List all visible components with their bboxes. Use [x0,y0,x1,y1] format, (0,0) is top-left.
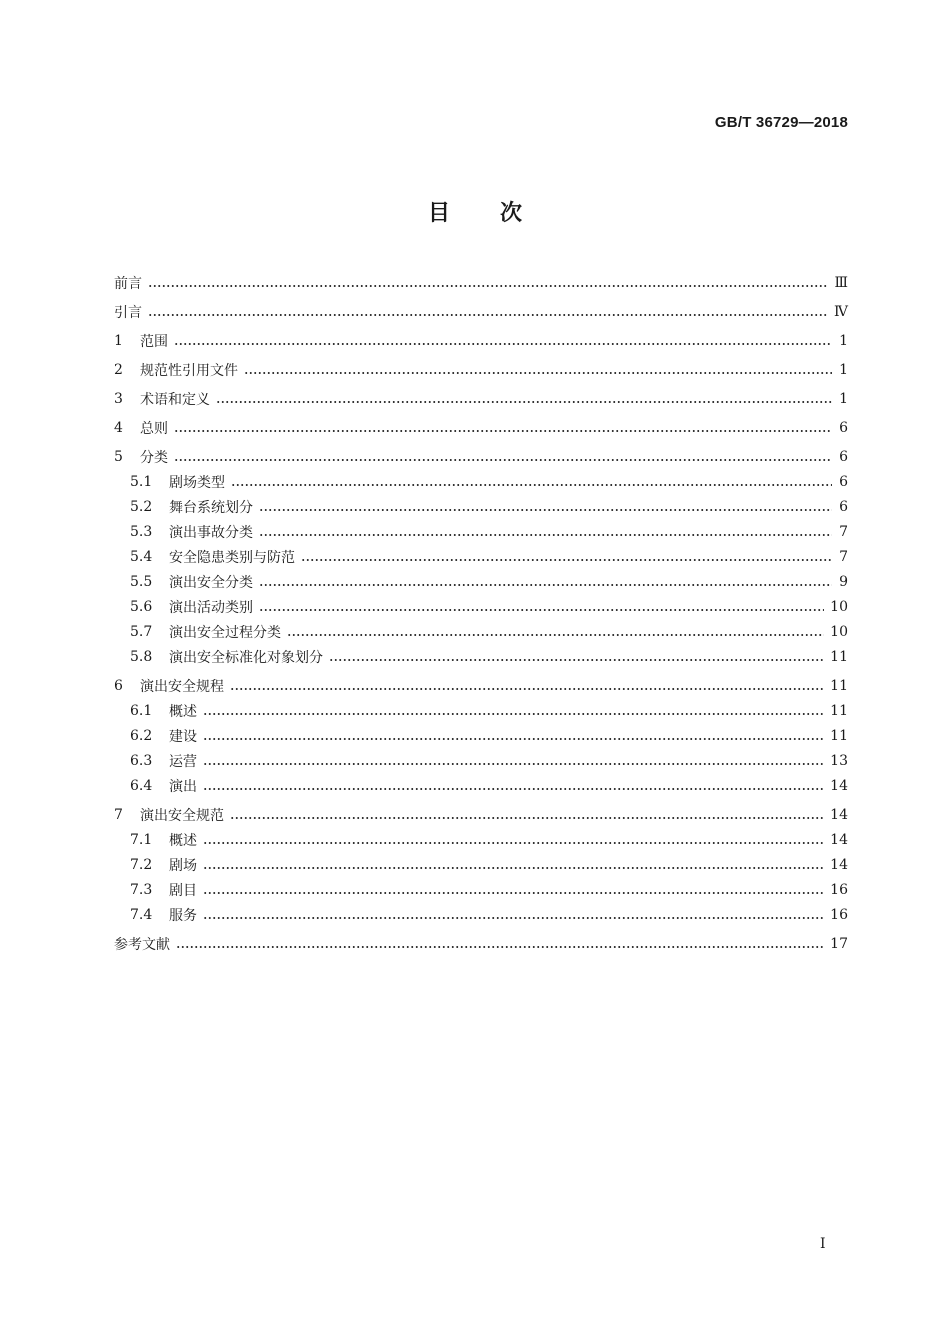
toc-leader-dots [176,937,824,951]
toc-entry[interactable] [114,673,848,699]
toc-leader-dots [301,550,832,564]
toc-entry[interactable] [114,299,848,325]
toc-entry-label: 运营 [169,754,197,770]
toc-entry-number: 4 [114,420,123,436]
toc-leader-dots [259,500,832,514]
toc-entry[interactable] [130,594,848,620]
toc-entry-page: 11 [830,649,848,665]
toc-leader-dots [203,883,824,897]
toc-entry-page: 6 [839,420,848,436]
toc-entry-label: 规范性引用文件 [140,363,238,379]
toc-entry-number: 5.5 [130,574,153,590]
toc-entry-number: 7.1 [130,832,153,848]
toc-entry[interactable] [130,852,848,878]
toc-entry-page: 6 [839,499,848,515]
toc-entry[interactable] [130,644,848,670]
toc-entry-number: 2 [114,362,123,378]
toc-entry[interactable] [114,415,848,441]
toc-entry-page: 7 [839,524,848,540]
toc-entry-number: 6.4 [130,778,153,794]
toc-leader-dots [259,600,824,614]
footer-page-number: Ⅰ [820,1236,826,1252]
toc-entry-number: 5.4 [130,549,153,565]
toc-entry-number: 6.1 [130,703,153,719]
toc-entry-label: 演出活动类别 [169,600,253,616]
toc-entry[interactable] [130,827,848,853]
toc-entry[interactable] [114,931,848,957]
toc-entry-number: 6.2 [130,728,153,744]
toc-entry-label: 参考文献 [114,937,170,953]
toc-entry-number: 5 [114,449,123,465]
toc-entry-page: Ⅳ [834,304,848,320]
toc-entry-number: 5.8 [130,649,153,665]
toc-entry-page: Ⅲ [834,275,848,291]
toc-entry-number: 1 [114,333,123,349]
toc-entry-page: 6 [839,449,848,465]
toc-entry-label: 范围 [140,334,168,350]
toc-entry-page: 13 [830,753,848,769]
toc-entry-number: 5.3 [130,524,153,540]
toc-entry[interactable] [130,619,848,645]
toc-entry-page: 1 [839,391,848,407]
toc-entry-page: 1 [839,362,848,378]
toc-entry-number: 7 [114,807,123,823]
toc-leader-dots [230,679,824,693]
toc-entry-label: 剧目 [169,883,197,899]
toc-entry-page: 10 [830,624,848,640]
toc-entry-page: 6 [839,474,848,490]
toc-entry-label: 演出安全过程分类 [169,625,281,641]
toc-entry[interactable] [114,444,848,470]
toc-leader-dots [259,525,832,539]
toc-entry-label: 舞台系统划分 [169,500,253,516]
toc-entry-label: 剧场 [169,858,197,874]
toc-entry[interactable] [114,328,848,354]
toc-entry[interactable] [130,469,848,495]
toc-entry-label: 分类 [140,450,168,466]
toc-entry[interactable] [130,698,848,724]
toc-entry-label: 演出事故分类 [169,525,253,541]
toc-entry[interactable] [130,773,848,799]
toc-entry-number: 7.3 [130,882,153,898]
toc-entry-label: 演出 [169,779,197,795]
toc-title: 目次 [427,201,572,226]
toc-entry-label: 概述 [169,833,197,849]
toc-entry-page: 11 [830,728,848,744]
toc-leader-dots [148,276,828,290]
toc-entry[interactable] [114,386,848,412]
toc-entry-label: 演出安全标准化对象划分 [169,650,323,666]
toc-entry-page: 1 [839,333,848,349]
toc-entry-label: 概述 [169,704,197,720]
toc-entry-label: 服务 [169,908,197,924]
toc-leader-dots [259,575,832,589]
toc-leader-dots [203,908,824,922]
toc-entry-number: 6.3 [130,753,153,769]
toc-leader-dots [203,779,824,793]
toc-leader-dots [174,450,832,464]
toc-entry-number: 5.1 [130,474,153,490]
toc-leader-dots [148,305,828,319]
toc-entry-label: 安全隐患类别与防范 [169,550,295,566]
toc-entry[interactable] [130,519,848,545]
toc-entry[interactable] [130,569,848,595]
toc-entry-page: 17 [830,936,848,952]
toc-leader-dots [174,421,832,435]
toc-entry-number: 5.7 [130,624,153,640]
toc-entry-page: 16 [830,882,848,898]
toc-entry-number: 3 [114,391,123,407]
toc-entry-page: 11 [830,678,848,694]
toc-entry[interactable] [130,544,848,570]
toc-entry[interactable] [114,270,848,296]
toc-entry-page: 14 [830,778,848,794]
toc-entry-label: 剧场类型 [169,475,225,491]
toc-entry[interactable] [114,802,848,828]
toc-entry-label: 演出安全分类 [169,575,253,591]
toc-leader-dots [203,754,824,768]
toc-entry-page: 14 [830,857,848,873]
toc-entry[interactable] [130,494,848,520]
toc-leader-dots [203,833,824,847]
toc-entry[interactable] [130,902,848,928]
toc-entry-label: 演出安全规程 [140,679,224,695]
toc-entry-number: 5.2 [130,499,153,515]
toc-entry-page: 9 [839,574,848,590]
toc-entry-label: 总则 [140,421,168,437]
toc-leader-dots [216,392,832,406]
toc-leader-dots [329,650,824,664]
toc-entry-label: 演出安全规范 [140,808,224,824]
toc-leader-dots [203,858,824,872]
toc-entry-label: 引言 [114,305,142,321]
toc-entry-page: 7 [839,549,848,565]
toc-entry-number: 6 [114,678,123,694]
toc-entry-label: 建设 [169,729,197,745]
toc-entry[interactable] [130,723,848,749]
toc-entry[interactable] [130,877,848,903]
toc-leader-dots [203,729,824,743]
toc-entry-number: 5.6 [130,599,153,615]
toc-entry-label: 术语和定义 [140,392,210,408]
toc-entry-page: 14 [830,807,848,823]
toc-entry-page: 16 [830,907,848,923]
toc-entry[interactable] [114,357,848,383]
toc-leader-dots [174,334,832,348]
toc-leader-dots [287,625,824,639]
toc-leader-dots [230,808,824,822]
toc-entry[interactable] [130,748,848,774]
toc-entry-label: 前言 [114,276,142,292]
toc-entry-number: 7.2 [130,857,153,873]
toc-leader-dots [231,475,832,489]
toc-leader-dots [203,704,824,718]
toc-entry-page: 11 [830,703,848,719]
toc-entry-page: 14 [830,832,848,848]
toc-leader-dots [244,363,832,377]
standard-code: GB/T 36729—2018 [714,114,848,131]
toc-entry-number: 7.4 [130,907,153,923]
toc-entry-page: 10 [830,599,848,615]
